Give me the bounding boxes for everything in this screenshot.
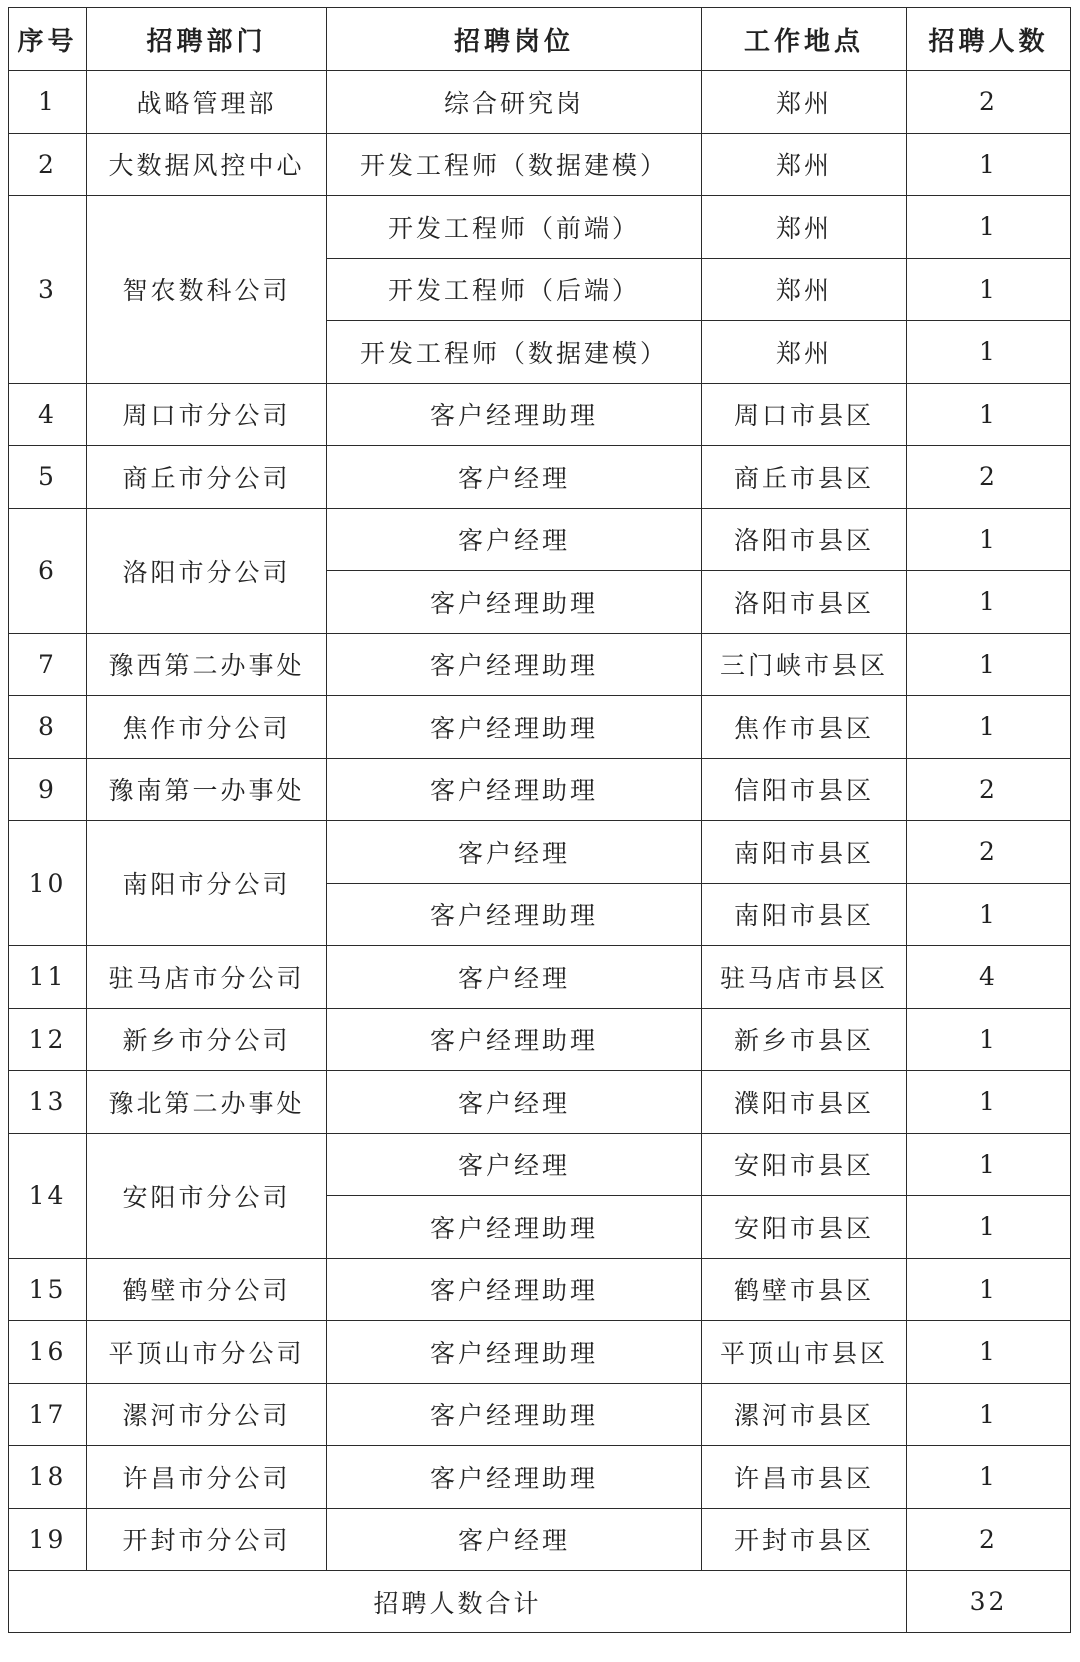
- header-no: 序号: [9, 8, 87, 71]
- total-count: 32: [907, 1571, 1071, 1633]
- table-row: [9, 821, 1071, 884]
- table-row: [9, 1321, 1071, 1384]
- cell-count: 1: [907, 1383, 1071, 1446]
- cell-count: 1: [907, 1321, 1071, 1384]
- cell-dept: 安阳市分公司: [87, 1133, 327, 1258]
- cell-post: 客户经理助理: [327, 1258, 702, 1321]
- cell-dept: 大数据风控中心: [87, 133, 327, 196]
- cell-post: 客户经理: [327, 446, 702, 509]
- cell-place: 漯河市县区: [702, 1383, 907, 1446]
- cell-post: 客户经理助理: [327, 1446, 702, 1509]
- cell-dept: 焦作市分公司: [87, 696, 327, 759]
- cell-post: 客户经理助理: [327, 758, 702, 821]
- cell-post: 客户经理: [327, 946, 702, 1009]
- cell-count: 1: [907, 1071, 1071, 1134]
- cell-place: 洛阳市县区: [702, 508, 907, 571]
- cell-post: 客户经理: [327, 1508, 702, 1571]
- cell-place: 南阳市县区: [702, 883, 907, 946]
- cell-place: 鹤壁市县区: [702, 1258, 907, 1321]
- cell-post: 客户经理: [327, 508, 702, 571]
- cell-no: 1: [9, 71, 87, 134]
- table-header-row: [9, 8, 1071, 71]
- header-dept: 招聘部门: [87, 8, 327, 71]
- table-row: [9, 1071, 1071, 1134]
- cell-count: 1: [907, 1133, 1071, 1196]
- cell-no: 2: [9, 133, 87, 196]
- cell-post: 客户经理助理: [327, 1383, 702, 1446]
- cell-count: 1: [907, 383, 1071, 446]
- cell-no: 4: [9, 383, 87, 446]
- header-post: 招聘岗位: [327, 8, 702, 71]
- cell-post: 客户经理助理: [327, 883, 702, 946]
- cell-place: 安阳市县区: [702, 1133, 907, 1196]
- cell-place: 濮阳市县区: [702, 1071, 907, 1134]
- cell-no: 19: [9, 1508, 87, 1571]
- table-row: [9, 1383, 1071, 1446]
- cell-post: 开发工程师（数据建模）: [327, 321, 702, 384]
- cell-dept: 豫西第二办事处: [87, 633, 327, 696]
- cell-post: 开发工程师（后端）: [327, 258, 702, 321]
- cell-no: 12: [9, 1008, 87, 1071]
- cell-post: 客户经理: [327, 1071, 702, 1134]
- cell-post: 客户经理助理: [327, 696, 702, 759]
- cell-post: 开发工程师（前端）: [327, 196, 702, 259]
- header-count: 招聘人数: [907, 8, 1071, 71]
- cell-place: 开封市县区: [702, 1508, 907, 1571]
- cell-count: 2: [907, 758, 1071, 821]
- cell-place: 南阳市县区: [702, 821, 907, 884]
- table-row: [9, 633, 1071, 696]
- cell-dept: 南阳市分公司: [87, 821, 327, 946]
- cell-place: 信阳市县区: [702, 758, 907, 821]
- cell-count: 1: [907, 1196, 1071, 1259]
- cell-place: 许昌市县区: [702, 1446, 907, 1509]
- cell-count: 1: [907, 508, 1071, 571]
- table-row: [9, 696, 1071, 759]
- cell-place: 郑州: [702, 196, 907, 259]
- cell-count: 4: [907, 946, 1071, 1009]
- cell-dept: 鹤壁市分公司: [87, 1258, 327, 1321]
- table-body: [9, 71, 1071, 1571]
- cell-dept: 驻马店市分公司: [87, 946, 327, 1009]
- cell-dept: 平顶山市分公司: [87, 1321, 327, 1384]
- table-row: [9, 1133, 1071, 1196]
- table-row: [9, 1258, 1071, 1321]
- table-row: [9, 1508, 1071, 1571]
- recruitment-table: [8, 7, 1071, 1633]
- cell-place: 焦作市县区: [702, 696, 907, 759]
- cell-place: 驻马店市县区: [702, 946, 907, 1009]
- cell-place: 三门峡市县区: [702, 633, 907, 696]
- cell-count: 1: [907, 1008, 1071, 1071]
- table-row: [9, 508, 1071, 571]
- cell-post: 客户经理助理: [327, 633, 702, 696]
- cell-count: 1: [907, 196, 1071, 259]
- cell-dept: 许昌市分公司: [87, 1446, 327, 1509]
- cell-count: 1: [907, 633, 1071, 696]
- header-place: 工作地点: [702, 8, 907, 71]
- cell-post: 客户经理助理: [327, 383, 702, 446]
- cell-no: 16: [9, 1321, 87, 1384]
- cell-count: 1: [907, 696, 1071, 759]
- cell-no: 6: [9, 508, 87, 633]
- cell-post: 客户经理助理: [327, 1008, 702, 1071]
- cell-no: 8: [9, 696, 87, 759]
- cell-post: 综合研究岗: [327, 71, 702, 134]
- table-row: [9, 1446, 1071, 1509]
- cell-post: 客户经理: [327, 1133, 702, 1196]
- cell-no: 15: [9, 1258, 87, 1321]
- table-row: [9, 446, 1071, 509]
- cell-place: 平顶山市县区: [702, 1321, 907, 1384]
- cell-count: 1: [907, 883, 1071, 946]
- cell-count: 1: [907, 133, 1071, 196]
- cell-post: 客户经理: [327, 821, 702, 884]
- cell-place: 郑州: [702, 71, 907, 134]
- cell-dept: 新乡市分公司: [87, 1008, 327, 1071]
- table-row: [9, 71, 1071, 134]
- cell-dept: 洛阳市分公司: [87, 508, 327, 633]
- cell-count: 2: [907, 1508, 1071, 1571]
- cell-dept: 周口市分公司: [87, 383, 327, 446]
- table-row: [9, 383, 1071, 446]
- cell-count: 1: [907, 321, 1071, 384]
- cell-place: 郑州: [702, 321, 907, 384]
- cell-no: 10: [9, 821, 87, 946]
- cell-post: 开发工程师（数据建模）: [327, 133, 702, 196]
- cell-no: 17: [9, 1383, 87, 1446]
- cell-no: 14: [9, 1133, 87, 1258]
- cell-dept: 战略管理部: [87, 71, 327, 134]
- cell-place: 郑州: [702, 258, 907, 321]
- cell-count: 2: [907, 71, 1071, 134]
- cell-count: 1: [907, 258, 1071, 321]
- table-row: [9, 196, 1071, 259]
- cell-place: 周口市县区: [702, 383, 907, 446]
- cell-dept: 漯河市分公司: [87, 1383, 327, 1446]
- cell-dept: 豫北第二办事处: [87, 1071, 327, 1134]
- cell-place: 郑州: [702, 133, 907, 196]
- cell-no: 13: [9, 1071, 87, 1134]
- cell-dept: 开封市分公司: [87, 1508, 327, 1571]
- cell-no: 18: [9, 1446, 87, 1509]
- cell-place: 新乡市县区: [702, 1008, 907, 1071]
- cell-dept: 豫南第一办事处: [87, 758, 327, 821]
- cell-place: 安阳市县区: [702, 1196, 907, 1259]
- cell-count: 2: [907, 821, 1071, 884]
- cell-no: 7: [9, 633, 87, 696]
- cell-post: 客户经理助理: [327, 571, 702, 634]
- table-row: [9, 946, 1071, 1009]
- table-row: [9, 1008, 1071, 1071]
- cell-place: 洛阳市县区: [702, 571, 907, 634]
- cell-post: 客户经理助理: [327, 1196, 702, 1259]
- cell-no: 9: [9, 758, 87, 821]
- table-row: [9, 133, 1071, 196]
- cell-no: 11: [9, 946, 87, 1009]
- cell-no: 3: [9, 196, 87, 384]
- table-row: [9, 758, 1071, 821]
- cell-dept: 智农数科公司: [87, 196, 327, 384]
- cell-count: 1: [907, 571, 1071, 634]
- cell-count: 2: [907, 446, 1071, 509]
- cell-place: 商丘市县区: [702, 446, 907, 509]
- total-row: [9, 1571, 1071, 1633]
- cell-count: 1: [907, 1446, 1071, 1509]
- cell-count: 1: [907, 1258, 1071, 1321]
- cell-post: 客户经理助理: [327, 1321, 702, 1384]
- total-label: 招聘人数合计: [9, 1571, 907, 1633]
- recruitment-table-sheet: [8, 7, 1070, 1657]
- cell-no: 5: [9, 446, 87, 509]
- cell-dept: 商丘市分公司: [87, 446, 327, 509]
